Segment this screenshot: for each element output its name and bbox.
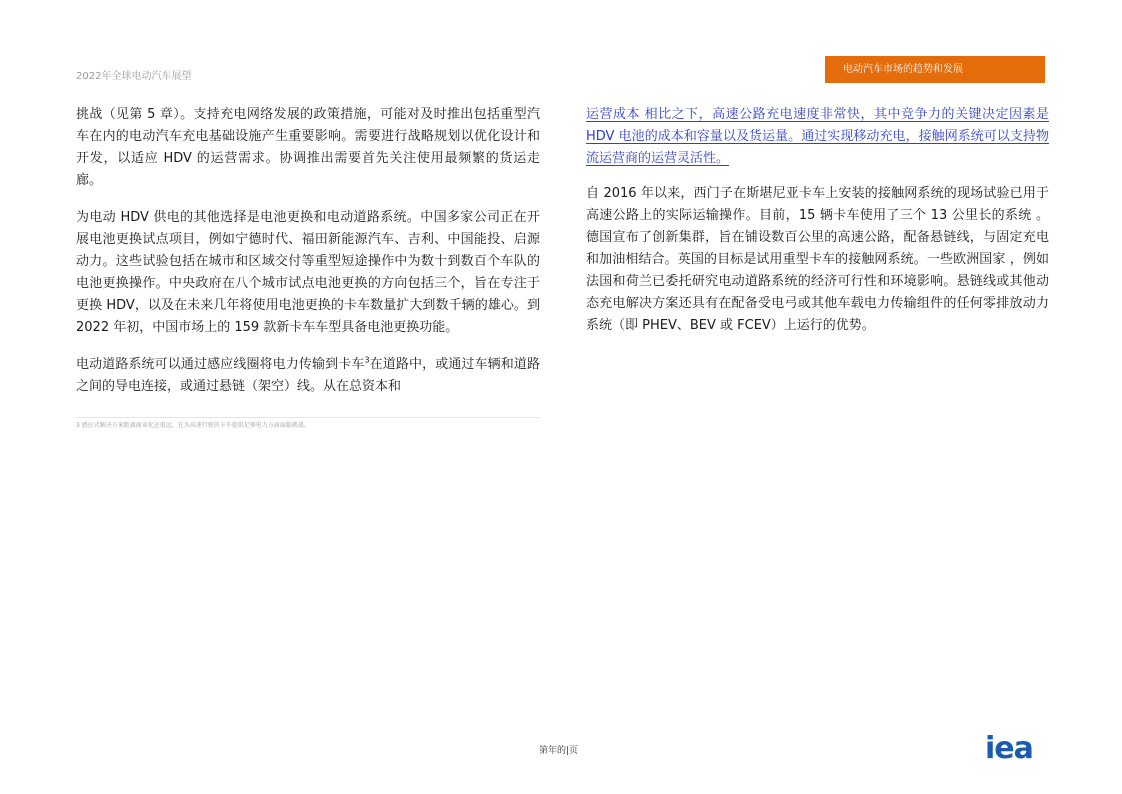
page-number: 第年的|页 (539, 746, 579, 756)
right-paragraph-2: 自 2016 年以来，西门子在斯堪尼亚卡车上安装的接触网系统的现场试验已用于高速公路上的实际运输操作。目前，15 辆卡车使用了三个 13 公里长的系统 。德国宣布了创新集群，旨在铺设数百公里的高速公路，配备悬链线，与固定充电和加油相结合。英国的目标是试用重型卡车的接触网系统。一些欧洲国家 ，例如法国和荷兰已委托研究电动道路系统的经济可行性和环境影响。悬链线或其他动态充电解决方案还具有在配备受电弓或其他车载电力传输组件的任何零排放动力系统（即 PHEV、BEV 或 FCEV）上运行的优势。 (586, 186, 1049, 333)
left-column (76, 104, 540, 413)
left-paragraph-3-before: 电动道路系统可以通过感应线圈将电力传输到卡车 (76, 357, 365, 372)
left-paragraph-1: 挑战（见第 5 章）。支持充电网络发展的政策措施，可能对及时推出包括重型汽车在内的电动汽车充电基础设施产生重要影响。需要进行战略规划以优化设计和开发，以适应 HDV 的运营需求。协调推出需要首先关注使用最频繁的货运走廊。 (76, 107, 540, 188)
footnote-divider (76, 417, 540, 418)
right-column (586, 104, 1049, 352)
right-paragraph-1-link[interactable]: 运营成本 相比之下，高速公路充电速度非常快，其中竞争力的关键决定因素是 HDV 电池的成本和容量以及货运量。通过实现移动充电，接触网系统可以支持物流运营商的运营灵活性。 (586, 107, 1049, 166)
section-tab: 电动汽车市场的趋势和发展 (825, 56, 1045, 83)
iea-logo-icon (985, 734, 1047, 762)
left-paragraph-2: 为电动 HDV 供电的其他选择是电池更换和电动道路系统。中国多家公司正在开展电池更换试点项目，例如宁德时代、福田新能源汽车、吉利、中国能投、启源动力。这些试验包括在城市和区域交付等重型短途操作中为数十到数百个车队的电池更换操作。中央政府在八个城市试点电池更换的方向包括三个，旨在专注于更换 HDV，以及在未来几年将使用电池更换的卡车数量扩大到数千辆的雄心。到 2022 年初，中国市场上的 159 款新卡车车型具备电池更换功能。 (76, 210, 540, 335)
iea-logo (985, 734, 1047, 766)
iea-logo-text: iea (985, 734, 1033, 762)
footnote-reference[interactable]: 3 (364, 355, 370, 365)
report-title: 2022年全球电动汽车展望 (76, 71, 192, 82)
footnote: 3 感应式解决方案距离商业化还很远，在为高速行驶的卡车提供足够电力方面面临挑战。 (76, 422, 310, 429)
left-paragraph-3-after: 在道路中，或通过车辆和道路之间的导电连接，或通过悬链（架空）线。从在总资本和 (76, 357, 540, 394)
left-paragraph-3 (76, 354, 540, 398)
